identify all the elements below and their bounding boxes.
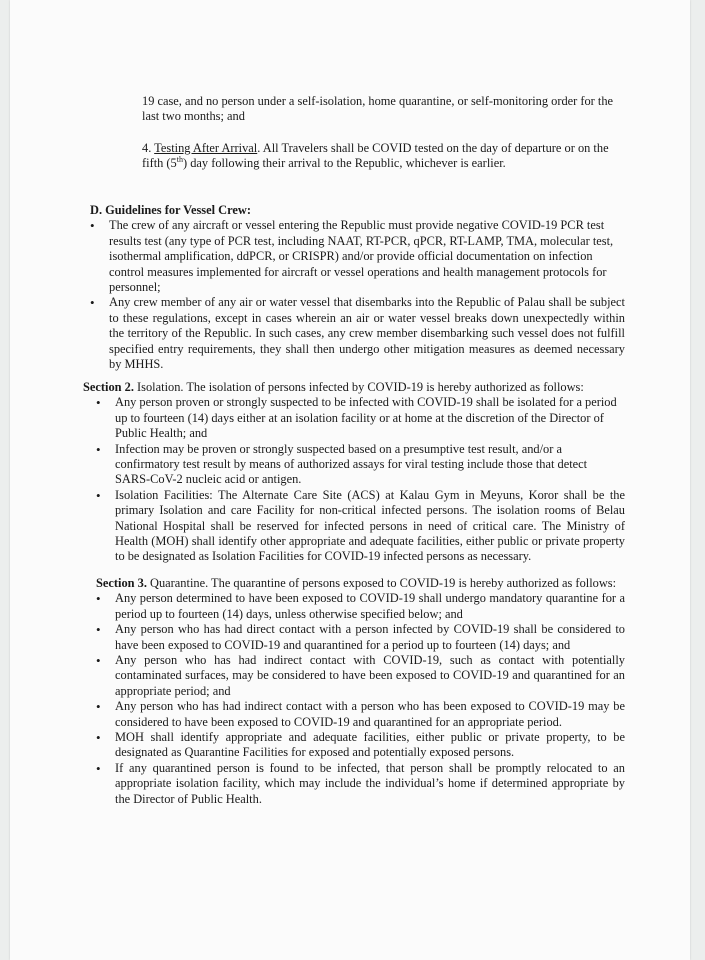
bullet-icon: • (96, 441, 101, 457)
bullet-icon: • (96, 395, 101, 411)
section-2-list (96, 395, 625, 564)
bullet-icon: • (96, 622, 101, 638)
list-item: • If any quarantined person is found to be infected, that person shall be promptly relocated to an appropriate isolation facility, which may include the individual’s home if determined appropriate by the Director of Public Health. (96, 760, 625, 806)
vessel-crew-list (90, 218, 625, 372)
vessel-crew-section (90, 203, 625, 372)
item-4-title: Testing After Arrival (154, 141, 258, 155)
bullet-icon: • (96, 487, 101, 503)
section-3-list (96, 591, 625, 807)
item-4-text-a: . All Travelers shall be COVID tested on the day of departure or on the fifth (5 (142, 141, 609, 171)
bullet-icon: • (96, 760, 101, 776)
list-item: • Any person determined to have been exposed to COVID-19 shall undergo mandatory quarantine for a period up to fourteen (14) days, unless otherwise specified below; and (96, 591, 625, 621)
continuation-paragraph (142, 94, 628, 125)
list-item: • Infection may be proven or strongly suspected based on a presumptive test result, and/or a confirmatory test result by means of authorized assays for viral testing include those that detect SARS-CoV-2 nucleic acid or antigen. (96, 441, 588, 487)
document-page (10, 0, 690, 960)
item-4-paragraph (142, 141, 628, 172)
list-item: • Any person proven or strongly suspected to be infected with COVID-19 shall be isolated for a period up to fourteen (14) days either at an isolation facility or at home at the discretion of the Director of Public Health; and (96, 395, 617, 441)
continuation-text: 19 case, and no person under a self-isolation, home quarantine, or self-monitoring order for the last two months; and (142, 94, 614, 124)
bullet-icon: • (96, 730, 101, 746)
list-item: • Any person who has had direct contact with a person infected by COVID-19 shall be considered to have been exposed to COVID-19 and quarantined for a period up to fourteen (14) days; and (96, 622, 625, 652)
section-2 (83, 380, 625, 565)
section-2-label: Section 2. (83, 380, 134, 394)
section-3-label: Section 3. (96, 576, 147, 590)
vessel-crew-heading: D. Guidelines for Vessel Crew: (90, 203, 251, 217)
bullet-icon: • (90, 295, 95, 311)
list-item: • Any person who has had indirect contact with COVID-19, such as contact with potentially contaminated surfaces, may be considered to have been exposed to COVID-19 and quarantined for an appropriate period; and (96, 653, 625, 698)
section-3 (86, 576, 625, 807)
list-item: • Isolation Facilities: The Alternate Care Site (ACS) at Kalau Gym in Meyuns, Koror shall be the primary Isolation and care Facility for non-critical infected persons. The isolation rooms of Belau National Hospital shall be reserved for infected persons in need of critical care. The Ministry of Health (MOH) shall identify other appropriate and adequate facilities, either public or private property to be designated as Isolation Facilities for COVID-19 infected persons as necessary. (96, 487, 625, 564)
list-item: • Any person who has had indirect contact with a person who has been exposed to COVID-19 may be considered to have been exposed to COVID-19 and quarantined for an appropriate period. (96, 699, 625, 729)
list-item: • Any crew member of any air or water vessel that disembarks into the Republic of Palau shall be subject to these regulations, except in cases wherein an air or water vessel breaks down unexpectedly within the territory of the Republic. In such cases, any crew member disembarking such vessel does not fulfill specified entry requirements, they shall then undergo other mitigation measures as deemed necessary by MHHS. (90, 295, 625, 372)
list-item: • The crew of any aircraft or vessel entering the Republic must provide negative COVID-19 PCR test results test (any type of PCR test, including NAAT, RT-PCR, qPCR, RT-LAMP, TMA, molecular test, isothermal amplification, ddPCR, or CRISPR) and/or provide official documentation on infection control measures implemented for aircraft or vessel operations and health management protocols for personnel; (90, 218, 614, 295)
bullet-icon: • (96, 653, 101, 669)
section-3-intro: Section 3. Quarantine. The quarantine of persons exposed to COVID-19 is hereby authorized as follows: (96, 576, 617, 590)
bullet-icon: • (90, 218, 95, 234)
bullet-icon: • (96, 699, 101, 715)
item-4-sup: th (176, 155, 183, 165)
item-4-number: 4. (142, 141, 155, 155)
item-4-text-b: ) day following their arrival to the Republic, whichever is earlier. (183, 156, 506, 171)
section-2-intro: Section 2. Isolation. The isolation of persons infected by COVID-19 is hereby authorized as follows: (83, 380, 584, 394)
bullet-icon: • (96, 591, 101, 607)
list-item: • MOH shall identify appropriate and adequate facilities, either public or private property, to be designated as Quarantine Facilities for exposed and potentially exposed persons. (96, 730, 625, 760)
